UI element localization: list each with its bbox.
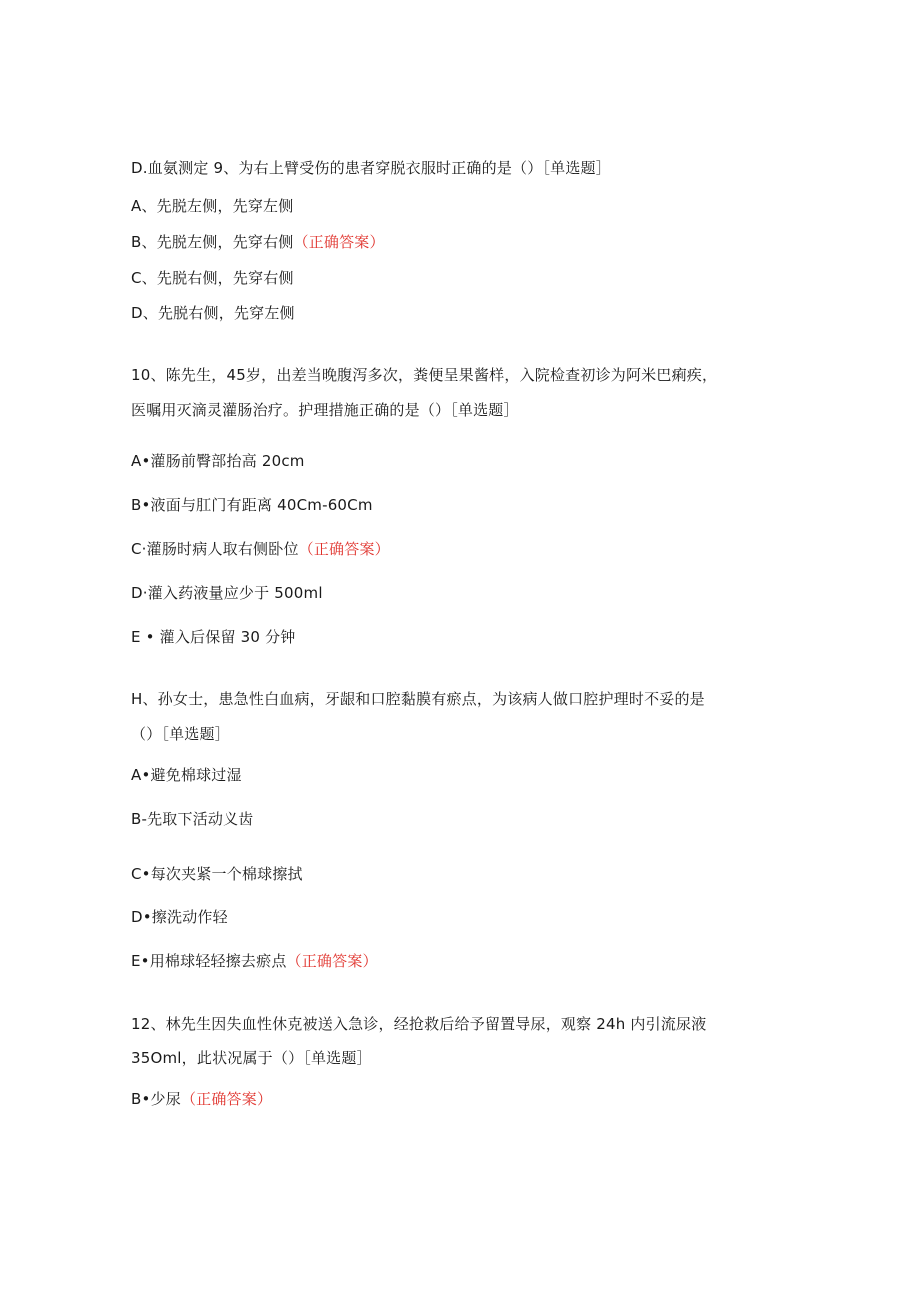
q11-option-b: B-先取下活动义齿 [131, 810, 254, 828]
question-12-stem-line1: 12、林先生因失血性休克被送入急诊，经抢救后给予留置导尿，观察 24h 内引流尿液 [131, 1015, 707, 1033]
q10-option-b: B•液面与肛门有距离 40Cm-60Cm [131, 496, 373, 514]
q11-option-c: C•每次夹紧一个棉球擦拭 [131, 865, 303, 883]
correct-answer-mark: （正确答案） [180, 1090, 273, 1108]
correct-answer-mark: （正确答案） [298, 540, 390, 558]
q9-option-d: D、先脱右侧，先穿左侧 [131, 304, 295, 322]
question-10-stem-line2: 医嘱用灭滴灵灌肠治疗。护理措施正确的是（）［单选题］ [131, 401, 519, 419]
q11-option-e: E•用棉球轻轻擦去瘀点（正确答案） [131, 952, 378, 970]
q10-option-a: A•灌肠前臀部抬高 20cm [131, 452, 305, 470]
question-10-stem-line1: 10、陈先生，45岁，出差当晚腹泻多次，粪便呈果酱样，入院检查初诊为阿米巴痢疾， [131, 366, 718, 384]
q11-option-d: D•擦洗动作轻 [131, 908, 228, 926]
question-11-stem-line1: H、孙女士，患急性白血病，牙龈和口腔黏膜有瘀点，为该病人做口腔护理时不妥的是 [131, 690, 705, 708]
question-9-stem: D.血氨测定 9、为右上臂受伤的患者穿脱衣服时正确的是（）［单选题］ [131, 159, 611, 177]
q9-option-a: A、先脱左侧，先穿左侧 [131, 197, 294, 215]
q11-option-a: A•避免棉球过湿 [131, 766, 242, 784]
q10-option-c: C·灌肠时病人取右侧卧位（正确答案） [131, 540, 390, 558]
correct-answer-mark: （正确答案） [293, 233, 385, 251]
q10-option-e: E • 灌入后保留 30 分钟 [131, 628, 296, 646]
q12-option-b: B•少尿（正确答案） [131, 1090, 273, 1108]
question-11-stem-line2: （）［单选题］ [131, 725, 230, 743]
q10-option-d: D·灌入药液量应少于 500ml [131, 584, 323, 602]
question-12-stem-line2: 35Oml，此状况属于（）［单选题］ [131, 1049, 372, 1067]
q9-option-b: B、先脱左侧，先穿右侧（正确答案） [131, 233, 385, 251]
q9-option-c: C、先脱右侧，先穿右侧 [131, 269, 294, 287]
correct-answer-mark: （正确答案） [286, 952, 378, 970]
